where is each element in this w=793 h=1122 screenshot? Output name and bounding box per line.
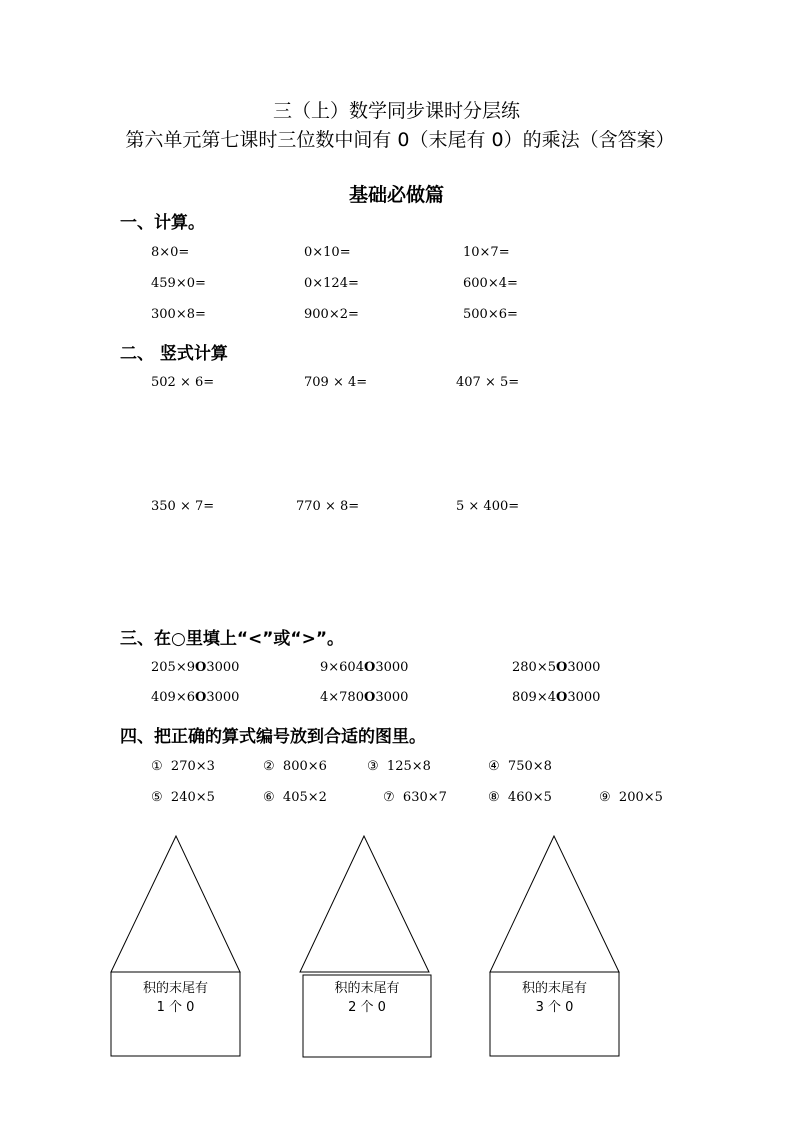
calc-item: 500×6= bbox=[463, 307, 518, 322]
compare-circle-blank[interactable]: O bbox=[363, 660, 376, 675]
compare-right: 3000 bbox=[206, 660, 240, 675]
expr-number: ④ bbox=[488, 759, 500, 774]
compare-left: 409×6 bbox=[151, 690, 195, 705]
expr-text: 750×8 bbox=[507, 759, 552, 774]
compare-left: 205×9 bbox=[151, 660, 195, 675]
vertical-calc-item: 407 × 5= bbox=[456, 375, 520, 390]
house-2-roof bbox=[300, 836, 429, 972]
house-label-line: 1 个 0 bbox=[156, 1000, 195, 1015]
compare-right: 3000 bbox=[206, 690, 240, 705]
compare-right: 3000 bbox=[567, 690, 601, 705]
house-1[interactable] bbox=[111, 836, 240, 1056]
house-3[interactable] bbox=[490, 836, 619, 1056]
expr-text: 630×7 bbox=[402, 790, 447, 805]
house-1-roof bbox=[111, 836, 240, 972]
house-label-line: 3 个 0 bbox=[535, 1000, 574, 1015]
calc-item: 8×0= bbox=[151, 245, 190, 260]
page-title: 三（上）数学同步课时分层练 bbox=[272, 100, 520, 122]
expr-number: ① bbox=[151, 759, 163, 774]
vertical-calc-item: 5 × 400= bbox=[456, 499, 520, 514]
compare-left: 280×5 bbox=[512, 660, 556, 675]
calc-item: 0×124= bbox=[304, 276, 359, 291]
compare-right: 3000 bbox=[375, 690, 409, 705]
house-3-label bbox=[490, 979, 619, 1017]
expr-number: ⑤ bbox=[151, 790, 163, 805]
vertical-calc-item: 350 × 7= bbox=[151, 499, 215, 514]
calc-item: 10×7= bbox=[463, 245, 510, 260]
house-3-roof bbox=[490, 836, 619, 972]
compare-left: 4×780 bbox=[320, 690, 364, 705]
section2-heading: 二、 竖式计算 bbox=[120, 344, 228, 364]
expr-number: ③ bbox=[367, 759, 379, 774]
level-title: 基础必做篇 bbox=[348, 184, 444, 206]
calc-item: 900×2= bbox=[304, 307, 359, 322]
calc-item: 0×10= bbox=[304, 245, 351, 260]
compare-circle-blank[interactable]: O bbox=[363, 690, 376, 705]
section3-heading: 三、在○里填上“<”或“>”。 bbox=[120, 629, 345, 649]
house-label-line: 积的末尾有 bbox=[334, 981, 400, 996]
house-1-label bbox=[111, 979, 240, 1017]
expr-text: 460×5 bbox=[507, 790, 552, 805]
vertical-calc-item: 709 × 4= bbox=[304, 375, 368, 390]
calc-item: 300×8= bbox=[151, 307, 206, 322]
house-2-label bbox=[303, 979, 431, 1017]
expr-number: ⑧ bbox=[488, 790, 500, 805]
house-label-line: 2 个 0 bbox=[348, 1000, 386, 1015]
house-label-line: 积的末尾有 bbox=[521, 981, 587, 996]
expr-text: 270×3 bbox=[170, 759, 215, 774]
vertical-calc-item: 770 × 8= bbox=[296, 499, 360, 514]
expr-text: 240×5 bbox=[170, 790, 215, 805]
expr-text: 200×5 bbox=[618, 790, 663, 805]
vertical-calc-item: 502 × 6= bbox=[151, 375, 215, 390]
compare-circle-blank[interactable]: O bbox=[555, 690, 568, 705]
compare-circle-blank[interactable]: O bbox=[194, 690, 207, 705]
expr-text: 405×2 bbox=[282, 790, 327, 805]
lesson-subtitle: 第六单元第七课时三位数中间有 0（末尾有 0）的乘法（含答案） bbox=[125, 129, 675, 151]
compare-right: 3000 bbox=[567, 660, 601, 675]
house-label-line: 积的末尾有 bbox=[142, 981, 208, 996]
compare-left: 809×4 bbox=[512, 690, 556, 705]
expr-text: 125×8 bbox=[386, 759, 431, 774]
expr-number: ⑨ bbox=[599, 790, 611, 805]
expr-number: ⑦ bbox=[383, 790, 395, 805]
calc-item: 600×4= bbox=[463, 276, 518, 291]
expr-text: 800×6 bbox=[282, 759, 327, 774]
compare-circle-blank[interactable]: O bbox=[555, 660, 568, 675]
expr-number: ② bbox=[263, 759, 275, 774]
section4-heading: 四、把正确的算式编号放到合适的图里。 bbox=[120, 727, 426, 747]
compare-right: 3000 bbox=[375, 660, 409, 675]
house-2[interactable] bbox=[300, 836, 431, 1057]
expr-number: ⑥ bbox=[263, 790, 275, 805]
calc-item: 459×0= bbox=[151, 276, 206, 291]
section1-heading: 一、计算。 bbox=[120, 213, 205, 233]
compare-left: 9×604 bbox=[320, 660, 364, 675]
compare-circle-blank[interactable]: O bbox=[194, 660, 207, 675]
